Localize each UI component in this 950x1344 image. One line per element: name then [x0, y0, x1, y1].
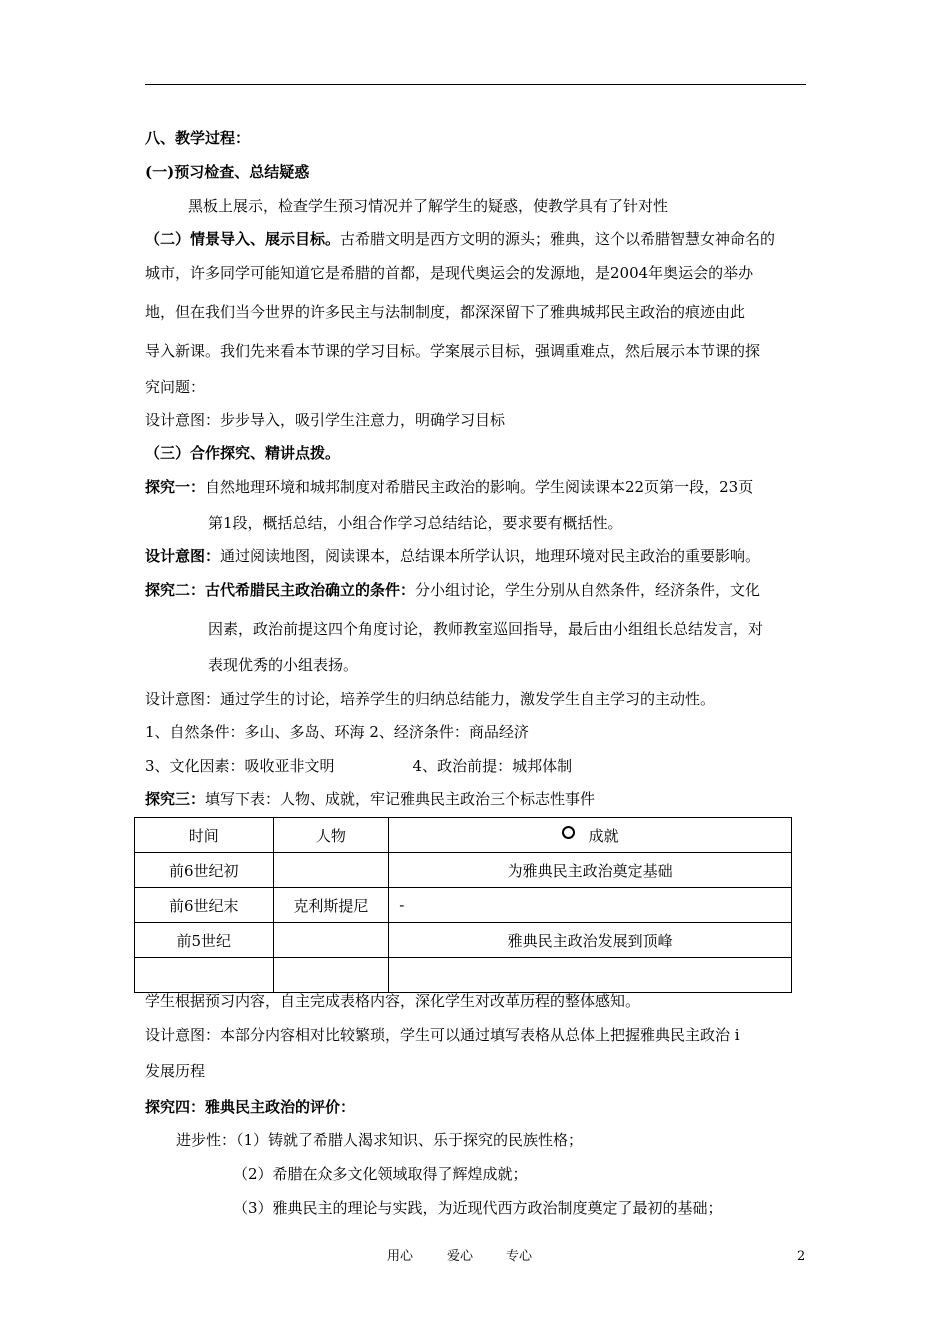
- table-header-row: [135, 818, 792, 853]
- progress-item: （3）雅典民主的理论与实践，为近现代西方政治制度奠定了最初的基础；: [233, 1199, 723, 1217]
- explore-three-label: 探究三：: [145, 790, 206, 808]
- table-cell: 克利斯提尼: [273, 888, 389, 923]
- progress-item: （2）希腊在众多文化领域取得了辉煌成就；: [233, 1165, 528, 1183]
- paragraph: 导入新课。我们先来看本节课的学习目标。学案展示目标，强调重难点，然后展示本节课的探: [145, 342, 761, 360]
- paragraph: 城市，许多同学可能知道它是希腊的首都，是现代奥运会的发源地，是2004年奥运会的举办: [145, 264, 754, 282]
- design-intent: 设计意图：步步导入，吸引学生注意力，明确学习目标: [145, 411, 506, 429]
- subheading-preview: (一)预习检查、总结疑惑: [145, 163, 310, 181]
- table-cell: [389, 958, 792, 993]
- explore-three-text: 填写下表：人物、成就，牢记雅典民主政治三个标志性事件: [205, 790, 596, 808]
- conditions-line: [145, 756, 815, 776]
- table-cell: 前5世纪: [135, 923, 274, 958]
- design-intent: 设计意图：通过学生的讨论，培养学生的归纳总结能力，激发学生自主学习的主动性。: [145, 690, 716, 708]
- achievement-table: [134, 817, 792, 993]
- table-row: [135, 888, 792, 923]
- table-cell: [273, 923, 389, 958]
- progress-item: 进步性：（1）铸就了希腊人渴求知识、乐于探究的民族性格；: [176, 1131, 584, 1149]
- header-achievement: 成就: [389, 818, 792, 853]
- paragraph: 学生根据预习内容，自主完成表格内容，深化学生对改革历程的整体感知。: [145, 992, 641, 1010]
- table-cell: 前6世纪初: [135, 853, 274, 888]
- design-intent-label: 设计意图：: [145, 547, 221, 565]
- table-cell: 雅典民主政治发展到顶峰: [389, 923, 792, 958]
- table-row: [135, 958, 792, 993]
- paragraph: 表现优秀的小组表扬。: [208, 656, 359, 674]
- design-intent: 设计意图：本部分内容相对比较繁琐，学生可以通过填写表格从总体上把握雅典民主政治 i: [145, 1026, 740, 1044]
- paragraph-text: 古希腊文明是西方文明的源头；雅典，这个以希腊智慧女神命名的: [340, 230, 776, 248]
- table-cell: 前6世纪末: [135, 888, 274, 923]
- explore-one-label: 探究一：: [145, 478, 206, 496]
- table-row: [135, 923, 792, 958]
- paragraph: 因素，政治前提这四个角度讨论，教师教室巡回指导，最后由小组组长总结发言，对: [208, 620, 764, 638]
- table-cell: 为雅典民主政治奠定基础: [389, 853, 792, 888]
- conditions-line: 1、自然条件：多山、多岛、环海 2、经济条件：商品经济: [145, 723, 529, 741]
- subheading-intro: （二）情景导入、展示目标。: [145, 230, 341, 248]
- page-number: 2: [797, 1249, 806, 1264]
- header-rule: [145, 84, 806, 85]
- table-cell: [273, 853, 389, 888]
- explore-two-label: 探究二：古代希腊民主政治确立的条件：: [145, 581, 416, 599]
- explore-one: [145, 477, 815, 497]
- design-intent: [145, 546, 815, 566]
- table-cell: [273, 958, 389, 993]
- header-time: 时间: [135, 818, 274, 853]
- paragraph: 第1段，概括总结，小组合作学习总结结论，要求要有概括性。: [208, 514, 623, 532]
- footer-text: 爱心: [447, 1249, 474, 1264]
- politics-premise: 4、政治前提：城邦体制: [412, 757, 573, 775]
- header-person: 人物: [273, 818, 389, 853]
- paragraph: 地，但在我们当今世界的许多民主与法制制度，都深深留下了雅典城邦民主政治的痕迹由此: [145, 303, 746, 321]
- explore-two: [145, 580, 815, 600]
- section-heading: 八、教学过程：: [145, 129, 251, 147]
- paragraph-intro: [145, 229, 815, 249]
- table-cell: -: [389, 888, 792, 923]
- table-cell: [135, 958, 274, 993]
- design-intent-text: 通过阅读地图，阅读课本，总结课本所学认识，地理环境对民主政治的重要影响。: [220, 547, 761, 565]
- footer-text: 专心: [506, 1249, 533, 1264]
- paragraph: 黑板上展示，检查学生预习情况并了解学生的疑惑，使教学具有了针对性: [188, 197, 669, 215]
- explore-two-text: 分小组讨论，学生分别从自然条件，经济条件，文化: [415, 581, 761, 599]
- circle-icon: [562, 826, 575, 839]
- paragraph: 发展历程: [145, 1062, 206, 1080]
- paragraph: 究问题：: [145, 378, 206, 396]
- explore-four-heading: 探究四：雅典民主政治的评价：: [145, 1098, 356, 1116]
- footer-text: 用心: [387, 1249, 414, 1264]
- table-row: [135, 853, 792, 888]
- subheading-explore: （三）合作探究、精讲点拨。: [145, 444, 341, 462]
- culture-factor: 3、文化因素：吸收亚非文明: [145, 757, 335, 775]
- explore-three: [145, 789, 815, 809]
- explore-one-text: 自然地理环境和城邦制度对希腊民主政治的影响。学生阅读课本22页第一段，23页: [205, 478, 754, 496]
